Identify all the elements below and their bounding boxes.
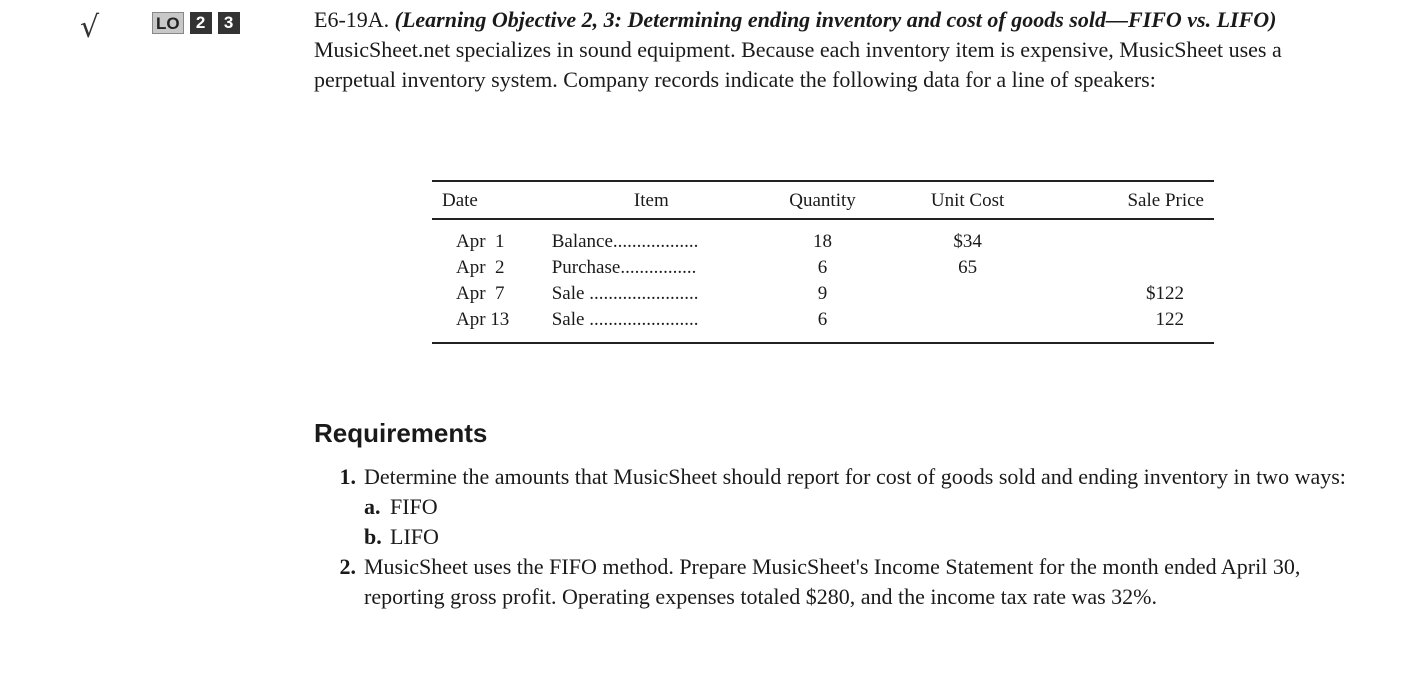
- requirement-2: [314, 552, 1354, 612]
- cell-unit-cost: $34: [953, 231, 982, 252]
- requirement-body: [364, 462, 1354, 552]
- header-sale-price: Sale Price: [1127, 190, 1204, 211]
- requirement-text: MusicSheet uses the FIFO method. Prepare MusicSheet's Income Statement for the month ended April 30, reporting gross profit. Operating expenses totaled $280, and the income tax rate was 32%.: [364, 554, 1301, 609]
- exercise-intro: [314, 5, 1354, 95]
- sub-item-a: [364, 492, 1354, 522]
- sub-text: LIFO: [390, 524, 439, 549]
- sub-text: FIFO: [390, 494, 438, 519]
- header-item: Item: [633, 190, 669, 211]
- table-row: [432, 307, 1214, 343]
- cell-item: Purchase................: [551, 257, 697, 278]
- header-date: Date: [442, 190, 478, 211]
- inventory-table: [432, 180, 1214, 344]
- cell-item: Balance..................: [551, 231, 699, 252]
- requirements-list: [314, 462, 1354, 612]
- cell-unit-cost: 65: [958, 257, 978, 278]
- cell-quantity: 18: [813, 231, 833, 252]
- table-row: [432, 281, 1214, 307]
- requirements-heading: Requirements: [314, 418, 488, 448]
- table-header-row: [432, 181, 1214, 219]
- cell-sale-price: 122: [1155, 309, 1184, 330]
- exercise-title: (Learning Objective 2, 3: Determining ending inventory and cost of goods sold—FIFO vs. LIFO): [394, 7, 1277, 32]
- exercise-description: MusicSheet.net specializes in sound equipment. Because each inventory item is expensive, MusicSheet uses a perpetual inventory system. Company records indicate the following data for a line of speakers:: [314, 37, 1282, 92]
- cell-date: Apr 7: [456, 283, 505, 304]
- sub-letter: b.: [364, 524, 382, 549]
- requirement-1: [314, 462, 1354, 552]
- cell-sale-price: $122: [1146, 283, 1184, 304]
- cell-quantity: 6: [817, 309, 828, 330]
- lo-number-3: 3: [218, 12, 240, 34]
- requirement-number: 2.: [339, 554, 356, 579]
- sub-letter: a.: [364, 494, 381, 519]
- cell-date: Apr 13: [456, 309, 510, 330]
- cell-quantity: 6: [817, 257, 828, 278]
- requirement-text: Determine the amounts that MusicSheet should report for cost of goods sold and ending inventory in two ways:: [364, 464, 1346, 489]
- header-quantity: Quantity: [789, 190, 856, 211]
- cell-sale-price: [1047, 255, 1214, 281]
- cell-date: Apr 1: [456, 231, 505, 252]
- requirement-number: 1.: [339, 464, 356, 489]
- cell-item: Sale .......................: [551, 283, 699, 304]
- check-mark: √: [80, 10, 100, 45]
- cell-item: Sale .......................: [551, 309, 699, 330]
- table-row: [432, 255, 1214, 281]
- cell-quantity: 9: [817, 283, 828, 304]
- lo-number-2: 2: [190, 12, 212, 34]
- cell-unit-cost: [888, 281, 1047, 307]
- exercise-id: E6-19A.: [314, 7, 390, 32]
- cell-unit-cost: [888, 307, 1047, 343]
- sub-item-b: [364, 522, 1354, 552]
- cell-date: Apr 2: [456, 257, 505, 278]
- learning-objective-badges: [152, 12, 240, 34]
- header-unit-cost: Unit Cost: [930, 190, 1005, 211]
- lo-label: LO: [152, 12, 184, 34]
- table-row: [432, 219, 1214, 255]
- cell-sale-price: [1047, 219, 1214, 255]
